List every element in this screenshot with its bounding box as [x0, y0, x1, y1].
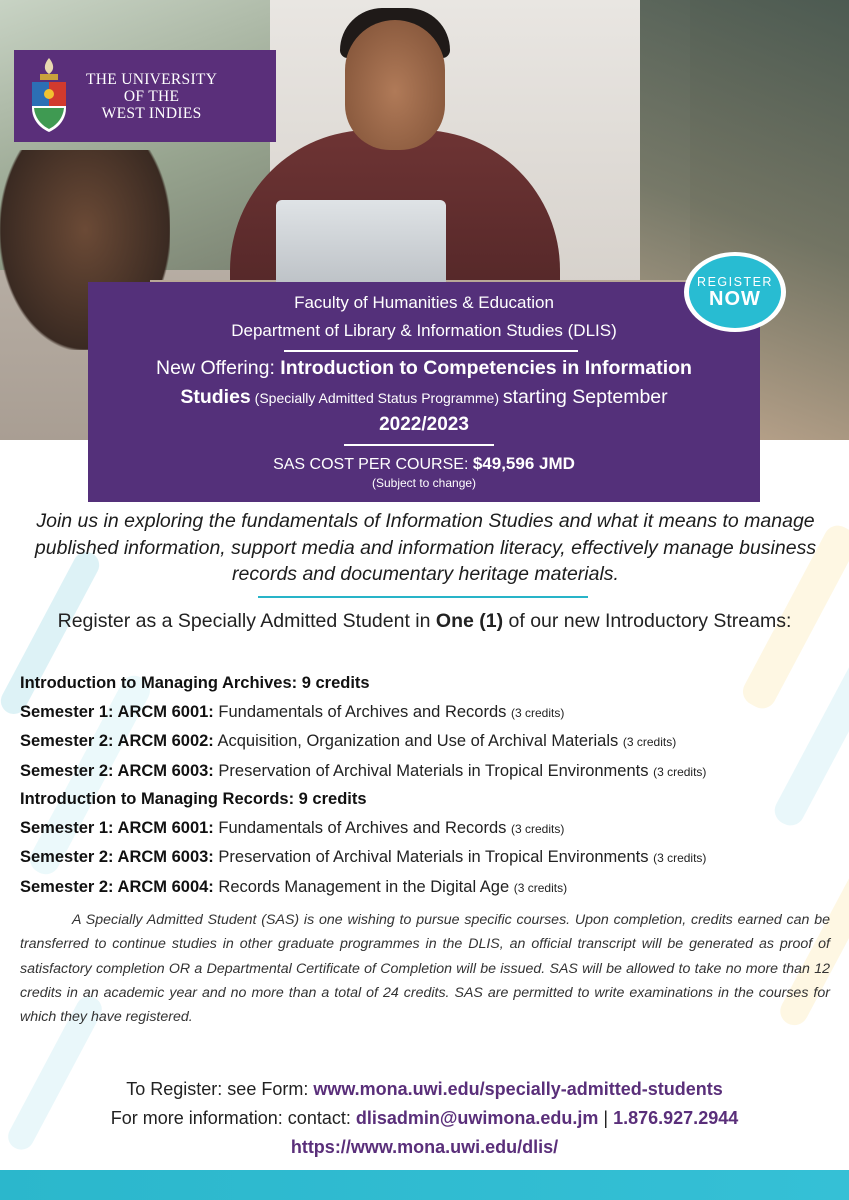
course-code: Semester 2: ARCM 6003: [20, 848, 214, 866]
footer-bar [0, 1170, 849, 1200]
intro-text: Join us in exploring the fundamentals of Information Studies and what it means to manage published information, support media and information literacy, effectively manage business records and documentary heritage materials. [34, 510, 817, 585]
phone-link[interactable]: 1.876.927.2944 [613, 1108, 739, 1128]
stream-title: Introduction to Managing Archives: 9 credits [20, 674, 370, 692]
course-code: Semester 1: ARCM 6001: [20, 818, 214, 837]
offering-title-a: Introduction to Competencies in Information [280, 357, 692, 379]
hero-man-head [345, 20, 445, 150]
course-credits: (3 credits) [513, 880, 568, 895]
course-item [20, 814, 845, 844]
course-credits: (3 credits) [510, 705, 565, 720]
course-code: Semester 2: ARCM 6002: [20, 732, 214, 750]
uwi-logo [14, 50, 276, 142]
course-code: Semester 2: ARCM 6004: [20, 877, 214, 896]
register-instruction [28, 609, 821, 634]
register-prefix: Register as a Specially Admitted Student in [57, 610, 436, 632]
cost-per-course [88, 454, 760, 475]
course-name: Acquisition, Organization and Use of Archival Materials [213, 732, 623, 750]
register-now-inner[interactable] [689, 256, 781, 328]
contact-line [0, 1108, 849, 1129]
divider [258, 596, 588, 598]
offering-title-b: Studies [180, 386, 251, 408]
course-name: Fundamentals of Archives and Records [213, 702, 511, 721]
course-credits: (3 credits) [653, 764, 707, 779]
website-line [0, 1137, 849, 1158]
register-now-badge[interactable] [684, 252, 786, 332]
register-form-label: To Register: see Form: [126, 1079, 314, 1099]
course-item [20, 757, 845, 787]
university-name-line1: THE UNIVERSITY [86, 70, 218, 88]
course-credits: (3 credits) [510, 821, 565, 836]
contact-label: For more information: contact: [110, 1108, 356, 1128]
course-item [20, 873, 845, 903]
academic-year: 2022/2023 [379, 414, 469, 435]
register-label: REGISTER [697, 275, 773, 289]
divider [284, 350, 578, 352]
streams-list [20, 670, 845, 902]
cost-label: SAS COST PER COURSE: [273, 456, 473, 473]
cost-value: $49,596 JMD [472, 454, 575, 473]
course-name: Preservation of Archival Materials in Tropical Environments [213, 848, 654, 866]
sas-description: A Specially Admitted Student (SAS) is one wishing to pursue specific courses. Upon completion, credits earned can be transferred to continue studies in other graduate programmes in the DLIS, an official transcript will be generated as proof of satisfactory completion OR a Departmental Certificate of Completion will be issued. SAS will be allowed to take no more than 12 credits in an academic year and no more than a total of 24 credits. SAS are permitted to write examinations in the courses for which they have registered. [20, 912, 830, 1026]
register-form-line [0, 1079, 849, 1100]
university-name-line3: WEST INDIES [101, 104, 202, 122]
university-name-line2: OF THE [123, 87, 180, 105]
program-info-box [88, 282, 760, 502]
email-link[interactable]: dlisadmin@uwimona.edu.jm [355, 1108, 599, 1128]
register-suffix: of our new Introductory Streams: [503, 610, 792, 632]
course-item [20, 843, 845, 873]
offering-prefix: New Offering: [156, 357, 281, 379]
offering-suffix: starting September [502, 386, 668, 408]
offering-description [108, 354, 740, 413]
course-credits: (3 credits) [622, 735, 677, 749]
course-name: Records Management in the Digital Age [213, 877, 514, 896]
register-emphasis: One (1) [435, 610, 504, 632]
hero-laptop [276, 200, 446, 295]
course-code: Semester 1: ARCM 6001: [20, 702, 214, 721]
website-link[interactable]: https://www.mona.uwi.edu/dlis/ [290, 1137, 559, 1157]
course-name: Fundamentals of Archives and Records [213, 818, 511, 837]
crest-icon [26, 56, 72, 136]
register-form-link[interactable]: www.mona.uwi.edu/specially-admitted-students [313, 1079, 723, 1099]
university-name [86, 71, 217, 122]
stream-title: Introduction to Managing Records: 9 credits [20, 790, 367, 808]
contact-separator: | [598, 1108, 614, 1128]
department-name: Department of Library & Information Studies (DLIS) [231, 321, 617, 340]
course-item [20, 698, 845, 728]
now-label: NOW [709, 288, 761, 310]
divider [344, 444, 494, 446]
offering-programme: (Specially Admitted Status Programme) [250, 390, 503, 406]
course-credits: (3 credits) [653, 851, 707, 865]
course-item [20, 727, 845, 757]
course-code: Semester 2: ARCM 6003: [20, 761, 214, 780]
cost-note: (Subject to change) [371, 476, 477, 490]
course-name: Preservation of Archival Materials in Tropical Environments [213, 761, 654, 780]
faculty-name: Faculty of Humanities & Education [294, 293, 554, 312]
